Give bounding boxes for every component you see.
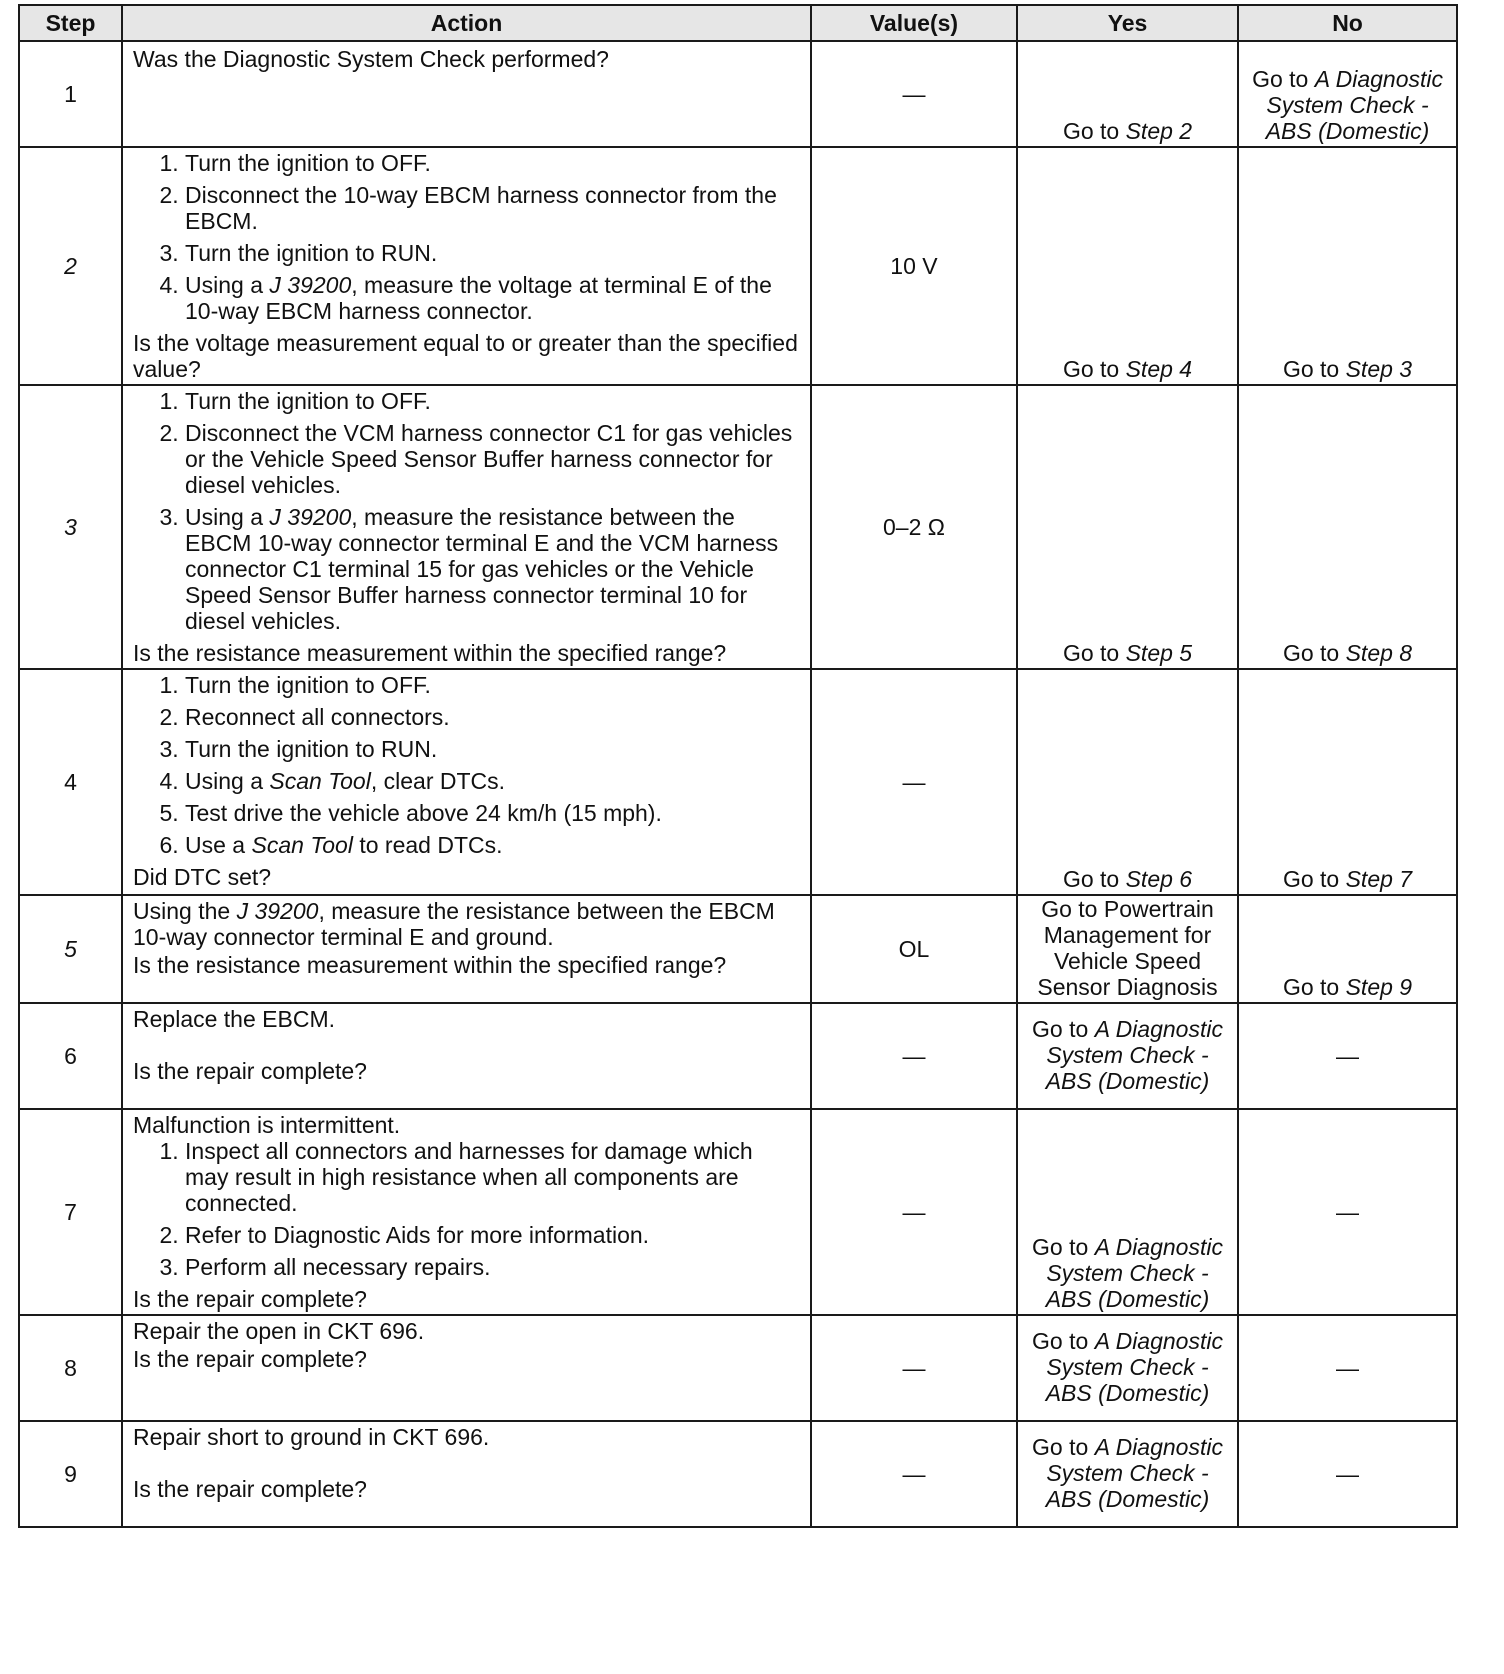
yes-cell: Go to Step 6 bbox=[1017, 669, 1238, 895]
value-cell: — bbox=[811, 669, 1017, 895]
list-item: 3. Perform all necessary repairs. bbox=[185, 1254, 802, 1280]
action-question: Is the resistance measurement within the specified range? bbox=[133, 640, 727, 666]
value-cell: — bbox=[811, 1421, 1017, 1527]
value-cell: OL bbox=[811, 895, 1017, 1003]
action-list bbox=[133, 388, 802, 634]
procedure-link[interactable]: A Diagnostic System Check - ABS (Domestic) bbox=[1045, 1234, 1223, 1312]
yes-cell[interactable]: Go to Powertrain Management for Vehicle Speed Sensor Diagnosis bbox=[1017, 895, 1238, 1003]
table-row bbox=[19, 895, 1457, 1003]
tool-name: J 39200 bbox=[269, 272, 352, 298]
step-link[interactable]: Step 4 bbox=[1125, 356, 1193, 382]
yes-cell: Go to A Diagnostic System Check - ABS (Domestic) bbox=[1017, 1003, 1238, 1109]
header-values: Value(s) bbox=[811, 5, 1017, 41]
action-question: Is the repair complete? bbox=[133, 1346, 367, 1372]
list-item: 3. Turn the ignition to RUN. bbox=[185, 240, 802, 266]
yes-cell: Go to Step 2 bbox=[1017, 41, 1238, 147]
action-text: Using the J 39200, measure the resistance between the EBCM 10-way connector terminal E and ground. bbox=[133, 898, 775, 950]
header-no: No bbox=[1238, 5, 1457, 41]
value-cell: — bbox=[811, 41, 1017, 147]
yes-cell: Go to A Diagnostic System Check - ABS (Domestic) bbox=[1017, 1109, 1238, 1315]
action-text: Replace the EBCM. bbox=[133, 1006, 335, 1032]
action-question: Is the repair complete? bbox=[133, 1286, 367, 1312]
action-question: Is the resistance measurement within the specified range? bbox=[133, 952, 727, 978]
no-cell: Go to Step 3 bbox=[1238, 147, 1457, 385]
no-cell: — bbox=[1238, 1421, 1457, 1527]
tool-name: J 39200 bbox=[236, 898, 319, 924]
step-link[interactable]: Step 3 bbox=[1345, 356, 1413, 382]
header-step: Step bbox=[19, 5, 122, 41]
step-number: 3 bbox=[19, 385, 122, 669]
step-number: 6 bbox=[19, 1003, 122, 1109]
yes-cell: Go to Step 4 bbox=[1017, 147, 1238, 385]
procedure-link[interactable]: A Diagnostic System Check - ABS (Domestic) bbox=[1045, 1434, 1223, 1512]
list-item: 4. Using a Scan Tool, clear DTCs. bbox=[185, 768, 802, 794]
list-item: 2. Disconnect the VCM harness connector C1 for gas vehicles or the Vehicle Speed Sensor Buffer harness connector for diesel vehicles. bbox=[185, 420, 802, 498]
table-row bbox=[19, 1109, 1457, 1315]
yes-cell: Go to Step 5 bbox=[1017, 385, 1238, 669]
tool-name: Scan Tool bbox=[269, 768, 371, 794]
diagnostic-table bbox=[18, 4, 1458, 1528]
list-item: 4. Using a J 39200, measure the voltage at terminal E of the 10-way EBCM harness connector. bbox=[185, 272, 802, 324]
list-item: 1. Inspect all connectors and harnesses for damage which may result in high resistance when all components are connected. bbox=[185, 1138, 802, 1216]
action-question: Is the voltage measurement equal to or greater than the specified value? bbox=[133, 330, 798, 382]
table-row bbox=[19, 385, 1457, 669]
procedure-link[interactable]: A Diagnostic System Check - ABS (Domestic) bbox=[1045, 1328, 1223, 1406]
list-item: 3. Using a J 39200, measure the resistance between the EBCM 10-way connector terminal E and the VCM harness connector C1 terminal 15 for gas vehicles or the Vehicle Speed Sensor Buffer harness connector terminal 10 for diesel vehicles. bbox=[185, 504, 802, 634]
list-item: 2. Refer to Diagnostic Aids for more information. bbox=[185, 1222, 802, 1248]
tool-name: Scan Tool bbox=[251, 832, 353, 858]
table-row bbox=[19, 1315, 1457, 1421]
action-cell bbox=[122, 1315, 811, 1421]
tool-name: J 39200 bbox=[269, 504, 352, 530]
action-text: Repair the open in CKT 696. bbox=[133, 1318, 425, 1344]
step-number: 8 bbox=[19, 1315, 122, 1421]
header-action: Action bbox=[122, 5, 811, 41]
no-cell: Go to Step 9 bbox=[1238, 895, 1457, 1003]
no-cell: Go to Step 7 bbox=[1238, 669, 1457, 895]
step-number: 7 bbox=[19, 1109, 122, 1315]
action-cell bbox=[122, 895, 811, 1003]
table-row bbox=[19, 41, 1457, 147]
procedure-link[interactable]: A Diagnostic System Check - ABS (Domestic) bbox=[1265, 66, 1443, 144]
action-cell bbox=[122, 1421, 811, 1527]
step-number: 4 bbox=[19, 669, 122, 895]
action-question: Did DTC set? bbox=[133, 864, 272, 890]
action-cell bbox=[122, 1003, 811, 1109]
action-cell bbox=[122, 669, 811, 895]
value-cell: 0–2 Ω bbox=[811, 385, 1017, 669]
procedure-link[interactable]: A Diagnostic System Check - ABS (Domestic) bbox=[1045, 1016, 1223, 1094]
action-question: Is the repair complete? bbox=[133, 1058, 367, 1084]
step-number: 5 bbox=[19, 895, 122, 1003]
table-row bbox=[19, 669, 1457, 895]
yes-cell: Go to A Diagnostic System Check - ABS (Domestic) bbox=[1017, 1315, 1238, 1421]
step-link[interactable]: Step 2 bbox=[1125, 118, 1193, 144]
list-item: 3. Turn the ignition to RUN. bbox=[185, 736, 802, 762]
value-cell: — bbox=[811, 1109, 1017, 1315]
list-item: 1. Turn the ignition to OFF. bbox=[185, 150, 802, 176]
value-cell: — bbox=[811, 1003, 1017, 1109]
action-list bbox=[133, 1138, 802, 1280]
action-text: Repair short to ground in CKT 696. bbox=[133, 1424, 490, 1450]
action-text: Malfunction is intermittent. bbox=[133, 1112, 401, 1138]
list-item: 5. Test drive the vehicle above 24 km/h (15 mph). bbox=[185, 800, 802, 826]
action-list bbox=[133, 672, 802, 858]
no-cell: Go to A Diagnostic System Check - ABS (Domestic) bbox=[1238, 41, 1457, 147]
header-yes: Yes bbox=[1017, 5, 1238, 41]
header-row bbox=[19, 5, 1457, 41]
table-row bbox=[19, 147, 1457, 385]
table-row bbox=[19, 1003, 1457, 1109]
list-item: 1. Turn the ignition to OFF. bbox=[185, 672, 802, 698]
no-cell: — bbox=[1238, 1109, 1457, 1315]
action-question: Was the Diagnostic System Check performed? bbox=[133, 46, 609, 72]
table-row bbox=[19, 1421, 1457, 1527]
value-cell: 10 V bbox=[811, 147, 1017, 385]
no-cell: — bbox=[1238, 1003, 1457, 1109]
step-link[interactable]: Step 6 bbox=[1125, 866, 1193, 892]
no-cell: — bbox=[1238, 1315, 1457, 1421]
step-link[interactable]: Step 8 bbox=[1345, 640, 1413, 666]
action-cell bbox=[122, 385, 811, 669]
list-item: 2. Reconnect all connectors. bbox=[185, 704, 802, 730]
step-link[interactable]: Step 7 bbox=[1345, 866, 1413, 892]
list-item: 2. Disconnect the 10-way EBCM harness connector from the EBCM. bbox=[185, 182, 802, 234]
action-question: Is the repair complete? bbox=[133, 1476, 367, 1502]
step-number: 2 bbox=[19, 147, 122, 385]
yes-cell: Go to A Diagnostic System Check - ABS (Domestic) bbox=[1017, 1421, 1238, 1527]
no-cell: Go to Step 8 bbox=[1238, 385, 1457, 669]
action-cell bbox=[122, 147, 811, 385]
step-link[interactable]: Step 5 bbox=[1125, 640, 1193, 666]
action-cell bbox=[122, 1109, 811, 1315]
list-item: 1. Turn the ignition to OFF. bbox=[185, 388, 802, 414]
step-number: 9 bbox=[19, 1421, 122, 1527]
step-number: 1 bbox=[19, 41, 122, 147]
list-item: 6. Use a Scan Tool to read DTCs. bbox=[185, 832, 802, 858]
step-link[interactable]: Step 9 bbox=[1345, 974, 1413, 1000]
value-cell: — bbox=[811, 1315, 1017, 1421]
action-cell bbox=[122, 41, 811, 147]
action-list bbox=[133, 150, 802, 324]
